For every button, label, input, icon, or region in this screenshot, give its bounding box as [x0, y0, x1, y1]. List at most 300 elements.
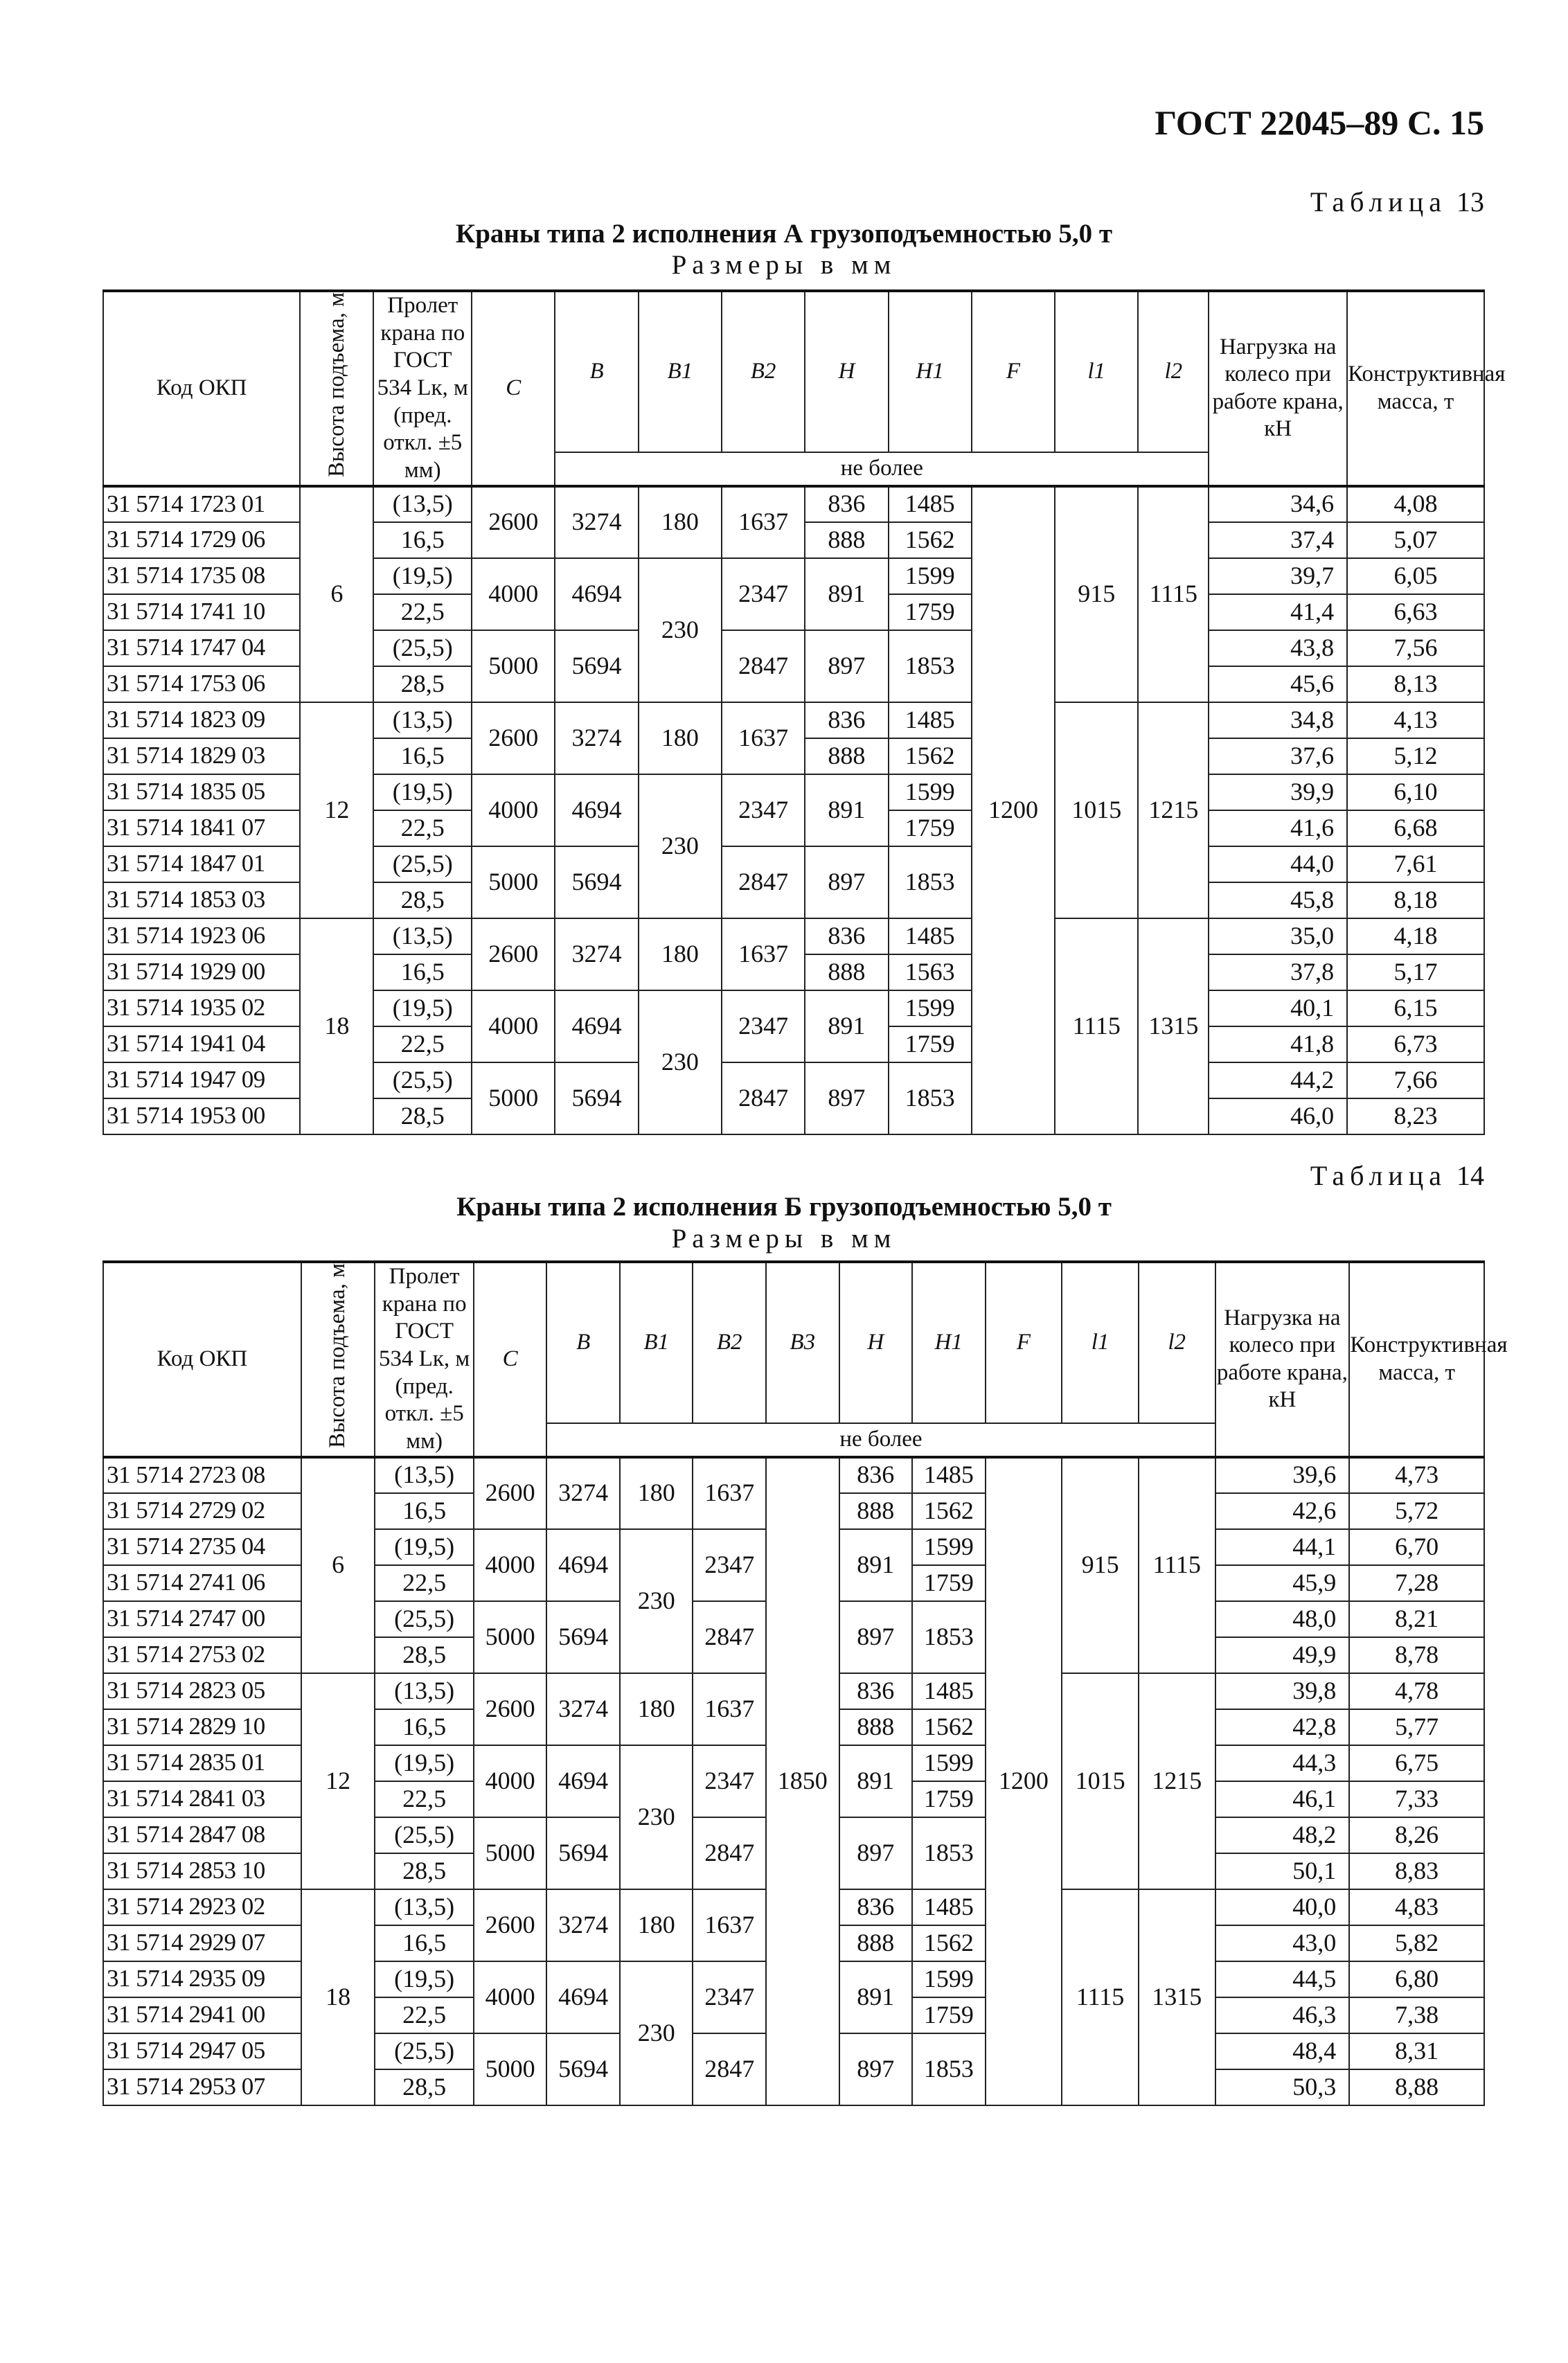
wheel-load: 44,1	[1215, 1529, 1350, 1565]
okp-code: 31 5714 2835 01	[103, 1745, 301, 1781]
okp-code: 31 5714 1835 05	[103, 774, 300, 810]
okp-code: 31 5714 1935 02	[103, 990, 300, 1026]
header-l1: l1	[1055, 291, 1138, 452]
wheel-load: 39,8	[1215, 1673, 1350, 1709]
page-header: ГОСТ 22045–89 С. 15	[1155, 103, 1484, 142]
header-H1: H1	[912, 1262, 986, 1423]
design-mass: 6,05	[1347, 558, 1484, 594]
header-height: Высота подъема, м	[301, 1262, 375, 1457]
dim-H1: 1759	[889, 1026, 972, 1062]
crane-span: (25,5)	[375, 1601, 473, 1637]
design-mass: 6,10	[1347, 774, 1484, 810]
dim-H: 836	[805, 486, 888, 522]
dim-H1: 1562	[912, 1493, 986, 1529]
header-B2: B2	[722, 291, 805, 452]
wheel-load: 37,8	[1209, 954, 1347, 990]
okp-code: 31 5714 1747 04	[103, 630, 300, 666]
dim-C: 2600	[472, 918, 555, 990]
okp-code: 31 5714 2953 07	[103, 2069, 301, 2105]
dim-F: 1200	[986, 1457, 1062, 2105]
wheel-load: 45,6	[1209, 666, 1347, 702]
okp-code: 31 5714 2829 10	[103, 1709, 301, 1745]
wheel-load: 34,6	[1209, 486, 1347, 522]
dim-C: 2600	[472, 486, 555, 558]
wheel-load: 39,7	[1209, 558, 1347, 594]
dim-C: 5000	[474, 2033, 547, 2105]
design-mass: 7,38	[1349, 1997, 1484, 2033]
dim-B: 3274	[546, 1673, 620, 1745]
dim-B1: 230	[620, 1745, 693, 1889]
dim-H: 891	[839, 1961, 913, 2033]
dim-B2: 2847	[722, 1062, 805, 1134]
crane-span: 16,5	[375, 1709, 473, 1745]
okp-code: 31 5714 1929 00	[103, 954, 300, 990]
header-C: C	[474, 1262, 547, 1457]
header-l1: l1	[1062, 1262, 1139, 1423]
dim-B: 5694	[555, 630, 638, 702]
dim-H1: 1485	[912, 1457, 986, 1493]
crane-span: 28,5	[375, 2069, 473, 2105]
lift-height: 18	[301, 1889, 375, 2105]
design-mass: 8,26	[1349, 1817, 1484, 1853]
header-B: B	[555, 291, 638, 452]
dim-H: 891	[839, 1529, 913, 1601]
crane-span: (13,5)	[375, 1889, 473, 1925]
table-13	[103, 289, 1506, 1135]
dim-H1: 1853	[912, 1601, 986, 1673]
table-14-label: Таблица 14	[1310, 1160, 1484, 1191]
table-13-units: Размеры в мм	[671, 250, 897, 280]
dim-B: 5694	[555, 1062, 638, 1134]
crane-span: (25,5)	[373, 846, 472, 882]
table-14	[103, 1260, 1508, 2106]
dim-H: 897	[839, 2033, 913, 2105]
dim-H1: 1853	[889, 846, 972, 918]
crane-span: (25,5)	[373, 1062, 472, 1098]
dim-B2: 1637	[722, 918, 805, 990]
crane-span: (19,5)	[373, 558, 472, 594]
dim-B2: 1637	[693, 1889, 766, 1961]
header-H: H	[839, 1262, 913, 1423]
wheel-load: 37,4	[1209, 522, 1347, 558]
dim-H1: 1853	[912, 2033, 986, 2105]
design-mass: 7,33	[1349, 1781, 1484, 1817]
dim-l1: 915	[1055, 486, 1138, 702]
dim-H1: 1562	[912, 1925, 986, 1961]
okp-code: 31 5714 2847 08	[103, 1817, 301, 1853]
okp-code: 31 5714 2735 04	[103, 1529, 301, 1565]
design-mass: 8,18	[1347, 882, 1484, 918]
okp-code: 31 5714 1923 06	[103, 918, 300, 954]
header-l2: l2	[1138, 291, 1209, 452]
wheel-load: 46,0	[1209, 1098, 1347, 1134]
header-F: F	[986, 1262, 1062, 1423]
dim-B1: 180	[620, 1889, 693, 1961]
okp-code: 31 5714 2841 03	[103, 1781, 301, 1817]
okp-code: 31 5714 1829 03	[103, 738, 300, 774]
dim-C: 5000	[472, 1062, 555, 1134]
okp-code: 31 5714 1723 01	[103, 486, 300, 522]
dim-C: 4000	[472, 558, 555, 630]
dim-B1: 180	[620, 1673, 693, 1745]
header-height: Высота подъема, м	[300, 291, 373, 486]
dim-B2: 1637	[693, 1673, 766, 1745]
okp-code: 31 5714 2853 10	[103, 1853, 301, 1889]
dim-B3: 1850	[766, 1457, 839, 2105]
dim-B1: 180	[639, 918, 722, 990]
okp-code: 31 5714 1741 10	[103, 594, 300, 630]
dim-H1: 1485	[889, 486, 972, 522]
design-mass: 4,73	[1349, 1457, 1484, 1493]
dim-l1: 1115	[1055, 918, 1138, 1134]
dim-l1: 1115	[1062, 1889, 1139, 2105]
okp-code: 31 5714 1947 09	[103, 1062, 300, 1098]
header-F: F	[972, 291, 1055, 452]
okp-code: 31 5714 2947 05	[103, 2033, 301, 2069]
design-mass: 6,73	[1347, 1026, 1484, 1062]
wheel-load: 49,9	[1215, 1637, 1350, 1673]
okp-code: 31 5714 2941 00	[103, 1997, 301, 2033]
crane-span: (13,5)	[373, 486, 472, 522]
dim-H: 897	[839, 1601, 913, 1673]
crane-span: 16,5	[375, 1493, 473, 1529]
dim-C: 5000	[472, 630, 555, 702]
wheel-load: 42,6	[1215, 1493, 1350, 1529]
wheel-load: 46,1	[1215, 1781, 1350, 1817]
crane-span: (19,5)	[373, 774, 472, 810]
crane-span: 28,5	[373, 666, 472, 702]
dim-B: 4694	[546, 1961, 620, 2033]
wheel-load: 44,3	[1215, 1745, 1350, 1781]
dim-B2: 1637	[722, 486, 805, 558]
crane-span: (19,5)	[375, 1745, 473, 1781]
dim-B1: 180	[620, 1457, 693, 1529]
okp-code: 31 5714 2753 02	[103, 1637, 301, 1673]
dim-H1: 1599	[889, 558, 972, 594]
dim-l2: 1115	[1138, 486, 1209, 702]
dim-H: 888	[805, 738, 888, 774]
header-mass: Конструктивная масса, т	[1349, 1262, 1484, 1457]
design-mass: 7,66	[1347, 1062, 1484, 1098]
design-mass: 4,78	[1349, 1673, 1484, 1709]
dim-B2: 2347	[693, 1745, 766, 1817]
dim-B2: 2347	[722, 774, 805, 846]
dim-B2: 2347	[693, 1961, 766, 2033]
table-13-label: Таблица 13	[1310, 186, 1484, 217]
dim-B: 5694	[546, 2033, 620, 2105]
dim-B1: 230	[639, 558, 722, 702]
wheel-load: 37,6	[1209, 738, 1347, 774]
wheel-load: 45,8	[1209, 882, 1347, 918]
table-row	[103, 918, 1484, 954]
design-mass: 6,15	[1347, 990, 1484, 1026]
dim-H1: 1853	[912, 1817, 986, 1889]
crane-span: 22,5	[375, 1997, 473, 2033]
dim-B: 3274	[555, 702, 638, 774]
design-mass: 6,68	[1347, 810, 1484, 846]
crane-span: 16,5	[375, 1925, 473, 1961]
dim-B2: 2847	[693, 1601, 766, 1673]
dim-B1: 180	[639, 486, 722, 558]
okp-code: 31 5714 2929 07	[103, 1925, 301, 1961]
okp-code: 31 5714 1941 04	[103, 1026, 300, 1062]
dim-C: 5000	[474, 1601, 547, 1673]
dim-B1: 180	[639, 702, 722, 774]
dim-C: 4000	[474, 1745, 547, 1817]
design-mass: 4,13	[1347, 702, 1484, 738]
okp-code: 31 5714 1841 07	[103, 810, 300, 846]
dim-l2: 1315	[1139, 1889, 1215, 2105]
crane-span: 16,5	[373, 954, 472, 990]
dim-H1: 1485	[889, 918, 972, 954]
dim-B2: 2347	[722, 558, 805, 630]
dim-H: 888	[805, 522, 888, 558]
dim-C: 2600	[474, 1673, 547, 1745]
crane-span: (25,5)	[375, 2033, 473, 2069]
dim-B: 5694	[555, 846, 638, 918]
header-B1: B1	[620, 1262, 693, 1423]
header-span: Пролет крана по ГОСТ 534 Lк, м (пред. откл. ±5 мм)	[375, 1262, 473, 1457]
dim-C: 2600	[474, 1889, 547, 1961]
lift-height: 18	[300, 918, 373, 1134]
dim-C: 2600	[474, 1457, 547, 1529]
design-mass: 4,08	[1347, 486, 1484, 522]
dim-H1: 1759	[912, 1781, 986, 1817]
wheel-load: 45,9	[1215, 1565, 1350, 1601]
wheel-load: 42,8	[1215, 1709, 1350, 1745]
design-mass: 8,88	[1349, 2069, 1484, 2105]
header-H: H	[805, 291, 888, 452]
dim-l2: 1115	[1139, 1457, 1215, 1673]
crane-span: 16,5	[373, 522, 472, 558]
dim-B1: 230	[639, 774, 722, 918]
wheel-load: 50,3	[1215, 2069, 1350, 2105]
dim-B2: 1637	[722, 702, 805, 774]
dim-H: 888	[839, 1493, 913, 1529]
dim-H: 836	[839, 1457, 913, 1493]
table-row	[103, 702, 1484, 738]
wheel-load: 44,0	[1209, 846, 1347, 882]
dim-H1: 1563	[889, 954, 972, 990]
wheel-load: 43,0	[1215, 1925, 1350, 1961]
okp-code: 31 5714 2741 06	[103, 1565, 301, 1601]
header-B: B	[546, 1262, 620, 1423]
dim-H: 891	[839, 1745, 913, 1817]
design-mass: 5,72	[1349, 1493, 1484, 1529]
header-code: Код ОКП	[103, 1262, 301, 1457]
okp-code: 31 5714 2747 00	[103, 1601, 301, 1637]
dim-B2: 2347	[693, 1529, 766, 1601]
dim-H: 897	[805, 846, 888, 918]
dim-H1: 1759	[889, 810, 972, 846]
dim-H: 897	[805, 1062, 888, 1134]
wheel-load: 40,1	[1209, 990, 1347, 1026]
dim-B2: 2347	[722, 990, 805, 1062]
dim-l1: 915	[1062, 1457, 1139, 1673]
table-14-units: Размеры в мм	[671, 1224, 897, 1254]
dim-H: 836	[839, 1673, 913, 1709]
crane-span: 28,5	[375, 1637, 473, 1673]
dim-H1: 1853	[889, 1062, 972, 1134]
crane-span: 22,5	[375, 1781, 473, 1817]
design-mass: 8,31	[1349, 2033, 1484, 2069]
dim-H1: 1599	[912, 1745, 986, 1781]
dim-B2: 2847	[693, 2033, 766, 2105]
dim-B1: 230	[639, 990, 722, 1134]
design-mass: 5,12	[1347, 738, 1484, 774]
okp-code: 31 5714 1729 06	[103, 522, 300, 558]
crane-span: 28,5	[375, 1853, 473, 1889]
okp-code: 31 5714 2729 02	[103, 1493, 301, 1529]
wheel-load: 40,0	[1215, 1889, 1350, 1925]
crane-span: (25,5)	[375, 1817, 473, 1853]
dim-H: 891	[805, 774, 888, 846]
dim-C: 4000	[472, 774, 555, 846]
dim-B: 3274	[546, 1889, 620, 1961]
wheel-load: 48,0	[1215, 1601, 1350, 1637]
dim-B2: 2847	[722, 846, 805, 918]
dim-l1: 1015	[1055, 702, 1138, 918]
okp-code: 31 5714 1853 03	[103, 882, 300, 918]
dim-H: 897	[805, 630, 888, 702]
design-mass: 8,83	[1349, 1853, 1484, 1889]
header-H1: H1	[889, 291, 972, 452]
table-row	[103, 486, 1484, 522]
dim-l2: 1215	[1139, 1673, 1215, 1889]
table-row	[103, 1457, 1484, 1493]
dim-B2: 1637	[693, 1457, 766, 1529]
okp-code: 31 5714 1753 06	[103, 666, 300, 702]
header-load: Нагрузка на колесо при работе крана, кН	[1209, 291, 1347, 486]
dim-C: 4000	[472, 990, 555, 1062]
dim-H1: 1759	[912, 1565, 986, 1601]
okp-code: 31 5714 2823 05	[103, 1673, 301, 1709]
design-mass: 7,61	[1347, 846, 1484, 882]
header-load: Нагрузка на колесо при работе крана, кН	[1215, 1262, 1350, 1457]
wheel-load: 44,5	[1215, 1961, 1350, 1997]
crane-span: (25,5)	[373, 630, 472, 666]
dim-H1: 1562	[889, 522, 972, 558]
crane-span: 28,5	[373, 1098, 472, 1134]
dim-B: 4694	[555, 990, 638, 1062]
dim-B: 4694	[555, 558, 638, 630]
dim-H: 897	[839, 1817, 913, 1889]
dim-C: 5000	[472, 846, 555, 918]
lift-height: 6	[300, 486, 373, 702]
okp-code: 31 5714 1847 01	[103, 846, 300, 882]
dim-H: 888	[839, 1709, 913, 1745]
crane-span: 22,5	[373, 810, 472, 846]
dim-C: 5000	[474, 1817, 547, 1889]
dim-H1: 1599	[912, 1961, 986, 1997]
wheel-load: 41,8	[1209, 1026, 1347, 1062]
dim-B: 5694	[546, 1601, 620, 1673]
dim-B: 3274	[555, 486, 638, 558]
header-l2: l2	[1139, 1262, 1215, 1423]
lift-height: 12	[301, 1673, 375, 1889]
design-mass: 6,75	[1349, 1745, 1484, 1781]
dim-l1: 1015	[1062, 1673, 1139, 1889]
dim-B1: 230	[620, 1529, 693, 1673]
wheel-load: 41,4	[1209, 594, 1347, 630]
wheel-load: 43,8	[1209, 630, 1347, 666]
dim-H1: 1485	[912, 1673, 986, 1709]
design-mass: 8,23	[1347, 1098, 1484, 1134]
crane-span: (13,5)	[375, 1673, 473, 1709]
lift-height: 6	[301, 1457, 375, 1673]
dim-B2: 2847	[693, 1817, 766, 1889]
header-code: Код ОКП	[103, 291, 300, 486]
dim-H: 836	[805, 702, 888, 738]
wheel-load: 48,2	[1215, 1817, 1350, 1853]
crane-span: 22,5	[375, 1565, 473, 1601]
design-mass: 6,80	[1349, 1961, 1484, 1997]
table-14-title: Краны типа 2 исполнения Б грузоподъемностью 5,0 т	[456, 1192, 1112, 1222]
design-mass: 4,18	[1347, 918, 1484, 954]
dim-H: 836	[805, 918, 888, 954]
design-mass: 8,78	[1349, 1637, 1484, 1673]
header-B2: B2	[693, 1262, 766, 1423]
dim-H1: 1853	[889, 630, 972, 702]
wheel-load: 35,0	[1209, 918, 1347, 954]
dim-H1: 1599	[889, 774, 972, 810]
design-mass: 7,56	[1347, 630, 1484, 666]
dim-H1: 1599	[912, 1529, 986, 1565]
dim-H1: 1485	[889, 702, 972, 738]
crane-span: 16,5	[373, 738, 472, 774]
okp-code: 31 5714 1953 00	[103, 1098, 300, 1134]
wheel-load: 46,3	[1215, 1997, 1350, 2033]
dim-B: 5694	[546, 1817, 620, 1889]
dim-B: 4694	[546, 1745, 620, 1817]
design-mass: 8,21	[1349, 1601, 1484, 1637]
wheel-load: 39,9	[1209, 774, 1347, 810]
header-span: Пролет крана по ГОСТ 534 Lк, м (пред. откл. ±5 мм)	[373, 291, 472, 486]
dim-H1: 1759	[912, 1997, 986, 2033]
design-mass: 7,28	[1349, 1565, 1484, 1601]
dim-H1: 1759	[889, 594, 972, 630]
wheel-load: 44,2	[1209, 1062, 1347, 1098]
crane-span: 28,5	[373, 882, 472, 918]
header-not-more: не более	[546, 1423, 1215, 1456]
dim-B2: 2847	[722, 630, 805, 702]
design-mass: 8,13	[1347, 666, 1484, 702]
dim-H: 891	[805, 990, 888, 1062]
dim-C: 2600	[472, 702, 555, 774]
okp-code: 31 5714 2923 02	[103, 1889, 301, 1925]
wheel-load: 39,6	[1215, 1457, 1350, 1493]
wheel-load: 50,1	[1215, 1853, 1350, 1889]
dim-H1: 1485	[912, 1889, 986, 1925]
crane-span: (19,5)	[375, 1529, 473, 1565]
okp-code: 31 5714 2935 09	[103, 1961, 301, 1997]
dim-F: 1200	[972, 486, 1055, 1134]
dim-B: 4694	[546, 1529, 620, 1601]
crane-span: (13,5)	[373, 918, 472, 954]
dim-B1: 230	[620, 1961, 693, 2105]
lift-height: 12	[300, 702, 373, 918]
dim-C: 4000	[474, 1529, 547, 1601]
dim-B: 3274	[555, 918, 638, 990]
dim-H: 888	[805, 954, 888, 990]
dim-H1: 1562	[912, 1709, 986, 1745]
dim-l2: 1315	[1138, 918, 1209, 1134]
dim-B: 3274	[546, 1457, 620, 1529]
design-mass: 6,70	[1349, 1529, 1484, 1565]
okp-code: 31 5714 2723 08	[103, 1457, 301, 1493]
wheel-load: 34,8	[1209, 702, 1347, 738]
dim-l2: 1215	[1138, 702, 1209, 918]
